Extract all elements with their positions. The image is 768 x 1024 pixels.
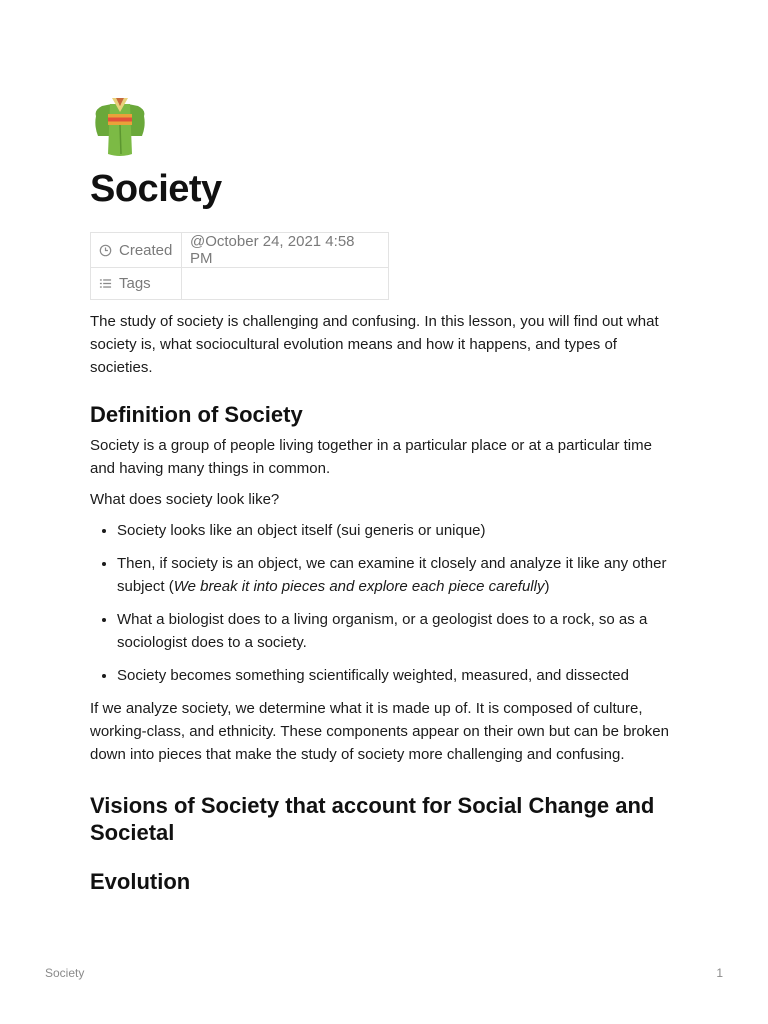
- list-item: • Society looks like an object itself (sui generis or unique): [117, 519, 680, 542]
- property-key-tags: Tags: [119, 275, 151, 292]
- property-value-created[interactable]: @October 24, 2021 4:58 PM: [182, 233, 389, 268]
- question-paragraph: What does society look like?: [90, 491, 280, 508]
- definition-paragraph: Society is a group of people living together in a particular place or at a particular time and having many things in common.: [90, 437, 652, 477]
- page-title: Society: [90, 168, 222, 210]
- list-item-italic: We break it into pieces and explore each piece carefully: [173, 578, 545, 595]
- property-row-tags: [91, 268, 389, 300]
- kimono-icon: [90, 96, 150, 158]
- evolution-heading: Evolution: [90, 869, 191, 894]
- property-key-created: Created: [119, 241, 173, 259]
- list-item-text: Then, if society is an object, we can examine it closely and analyze it like any other subject (: [117, 555, 667, 595]
- footer-page-number: 1: [716, 966, 723, 980]
- list-item: [117, 552, 680, 598]
- list-icon: [99, 277, 112, 290]
- property-key-cell: [91, 233, 182, 268]
- property-row-created: [91, 233, 389, 268]
- page-content: [90, 96, 680, 895]
- properties-table: [90, 232, 389, 300]
- list-item: • What a biologist does to a living organism, or a geologist does to a rock, so as a sociologist does to a society.: [117, 608, 680, 654]
- clock-icon: [99, 244, 112, 257]
- property-key-cell: [91, 268, 182, 300]
- footer-page-title: Society: [45, 966, 85, 980]
- intro-paragraph: The study of society is challenging and confusing. In this lesson, you will find out what society is, what sociocultural evolution means and how it happens, and types of societies.: [90, 313, 659, 376]
- visions-heading: Visions of Society that account for Social Change and Societal: [90, 793, 655, 845]
- property-value-tags[interactable]: [182, 268, 389, 300]
- list-item-text: ): [544, 578, 550, 595]
- list-item: • Society becomes something scientifically weighted, measured, and dissected: [117, 664, 680, 687]
- analysis-paragraph: If we analyze society, we determine what it is made up of. It is composed of culture, working-class, and ethnicity. These components appear on their own but can be broken down into pieces that make the study of society more challenging and confusing.: [90, 700, 669, 763]
- definition-heading: Definition of Society: [90, 402, 303, 427]
- bullet-list: [90, 519, 680, 687]
